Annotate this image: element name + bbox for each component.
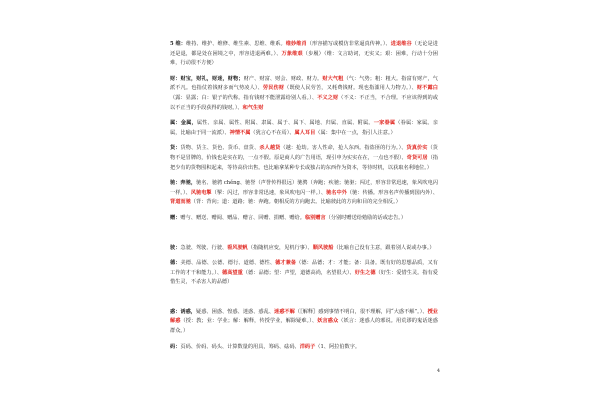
document-page <box>170 40 438 358</box>
body-text: 急驶、驾驶、行驶、 <box>180 244 228 251</box>
body-text: （1、阿拉伯数字。 <box>315 343 361 350</box>
body-text: （授：教；业：学业；解：解释，传授学业，解除疑难。）、 <box>180 318 318 325</box>
body-text: （步履）（维：文言助词，无实义；艰：困难，行动十分困难，行动很不方便） <box>170 50 438 67</box>
idiom-highlight: 奇货可居 <box>406 154 428 161</box>
body-text: 维持、维护、维修、维生素、思维、维系。 <box>185 41 286 47</box>
idiom-highlight: 货真价实 <box>406 145 428 152</box>
entry-huo <box>170 144 438 173</box>
idiom-highlight: 神情不属 <box>229 129 251 136</box>
body-text: （气：气势；粗：粗大。指富有财产，气派不凡。也指仗着钱财多而气势凌人）、 <box>170 75 438 92</box>
body-text: （指把少有的货物囤积起来，等待高价出售。也比喻拿某种专长或独占的东西作为资本，等待时机，以获取名利地位。） <box>170 154 438 171</box>
entry-heading: 维： <box>175 41 186 47</box>
entry-heading: 驶： <box>170 244 181 251</box>
body-text: （好生：爱惜生灵。指有爱惜生灵，不杀害人的品德） <box>170 269 438 286</box>
idiom-highlight: 授业解惑 <box>170 308 438 325</box>
idiom-highlight: 财大气粗 <box>322 75 344 82</box>
body-text: （掣：闪过，形容非常迅速，象风吹电闪一样。）、 <box>211 189 327 196</box>
body-text: 疑惑、困惑、惶惑、迷惑、惑乱、 <box>196 308 275 315</box>
idiom-highlight: 一家眷属 <box>373 120 396 127</box>
body-text: （不义：不正当，不合理。不应该得到的或以不正当的手段获得的钱财。）、 <box>170 94 438 111</box>
body-text: （露：显露；白：银子的代称。指有钱财不能泄露给别人看。）、 <box>170 94 318 101</box>
idiom-highlight: 好生之德 <box>354 269 376 276</box>
body-text: 货物、货主、货色、货币、盘货、 <box>180 145 260 152</box>
idiom-highlight: 不义之财 <box>317 94 339 101</box>
idiom-highlight: 妖言惑众 <box>317 318 339 325</box>
entry-heading: 5 <box>170 41 176 47</box>
body-text: （驰：传播。形容名声传播到国内外）、 <box>346 189 438 196</box>
idiom-highlight: 看风驶帆 <box>227 244 248 251</box>
body-text: （分别时赠送给勉励的话或忠告。） <box>325 214 407 221</box>
idiom-highlight: 迷惑不解 <box>274 308 295 315</box>
idiom-highlight: 进退维谷 <box>390 41 412 47</box>
body-text: 美德、品德、公德、德行、道德、德性、 <box>180 260 276 267</box>
idiom-highlight: 杀人越货 <box>259 145 281 152</box>
idiom-highlight: 德才兼备 <box>275 260 297 267</box>
body-text: （〖解释〗感到事情不明白，很不理解，同“大惑不解”。）、 <box>294 308 428 315</box>
body-text: 页码、价码、码头、计算数量的用具，筹码、砝码、 <box>180 343 300 350</box>
body-text: （既使人民劳苦，又耗费钱财。现也指滥用人力物力。）、 <box>284 85 417 92</box>
idiom-highlight: 洋码子 <box>299 343 316 350</box>
body-text: （比喻自己没有主意，跟着别人说或办事。） <box>333 244 435 251</box>
idiom-highlight: 背道而驰 <box>170 199 191 206</box>
idiom-highlight: 和气生财 <box>242 104 264 111</box>
entry-shu <box>170 119 438 138</box>
body-text: 属性、亲属、属性、附属、隶属、属于、属下、属地、归属、直属、附属。 <box>196 120 374 127</box>
body-text: （形容描写或模仿非常逼真传神。）、 <box>306 41 391 47</box>
idiom-highlight: 维妙维肖 <box>285 41 307 47</box>
body-text: （无论是进还是退，都是处在困境之中，形容进退两难。）、 <box>170 41 438 57</box>
entry-heading: 惑：诱惑， <box>170 308 197 315</box>
idiom-highlight: 驰名中外 <box>326 189 347 196</box>
body-text: （越：抢劫。害人性命，抢人东西。指盗匪的行为。）、 <box>280 145 407 152</box>
body-text: （德：品德；望：声望，道德高尚，名望很大）、 <box>242 269 355 276</box>
entry-wei <box>170 40 438 69</box>
entry-chi <box>170 179 438 208</box>
body-text: （德：品德；才：才能；备：具备。既有好的思想品质，又有工作的才干和能力。）、 <box>170 260 438 276</box>
idiom-highlight: 劳民伤财 <box>262 85 285 92</box>
entry-heading: 赠： <box>170 214 181 221</box>
entry-cai <box>170 75 438 113</box>
entry-heading: 货： <box>170 145 181 152</box>
entry-heading: 德： <box>170 260 181 267</box>
idiom-highlight: 临别赠言 <box>304 214 326 221</box>
entry-heading: 属：金属， <box>170 120 197 127</box>
entry-heading: 财：财宝，财礼，财迷，财物； <box>170 75 244 82</box>
idiom-highlight: 万象维艰 <box>281 50 303 57</box>
idiom-highlight: 德高望重 <box>222 269 243 276</box>
entry-ma <box>170 343 438 353</box>
body-text: 驰名、驰骋 chěng、驰誉（声誉传得很远）驰骋（奔跑；疾驰；驰驱；闯过，形容非常迅速，象风吹电闪一样。）、 <box>170 180 438 196</box>
entry-heading: 码： <box>170 343 181 350</box>
entry-zeng <box>170 214 438 224</box>
entry-shi <box>170 244 438 254</box>
body-text: （背：背向；道：道路；驰：奔跑。朝相反的方向跑去。比喻彼此的方向和目的完全相反。） <box>190 199 401 206</box>
body-text: （指随机应变，见机行事）、 <box>247 244 313 251</box>
idiom-highlight: 财不露白 <box>416 85 438 92</box>
entry-heading: 驰：奔驰， <box>170 180 197 187</box>
entry-de <box>170 259 438 288</box>
body-text: 财产、财富、财会、财政、财力。 <box>243 75 323 82</box>
page-number: 4 <box>436 368 440 374</box>
body-text: （属：集中在一点，指引人注意。） <box>315 129 396 136</box>
body-text: （货物不是冒牌的，价钱也是实在的，一点不假。原是商人的广告用语，现引申为实实在在，一点也不假）、 <box>170 145 438 161</box>
body-text: 赠与、赠送、赠阅、赠品、赠言、回赠、捐赠、赠给。 <box>180 214 305 221</box>
body-text: （眷属：家属。亲属，比喻由于同一流派）、 <box>170 120 438 136</box>
entry-huo-confuse <box>170 308 438 337</box>
body-text: （妖言：迷惑人的邪说。用荒谬的鬼话迷惑群众。） <box>170 318 438 335</box>
idiom-highlight: 顺风驶船 <box>312 244 334 251</box>
idiom-highlight: 属人耳目 <box>294 129 316 136</box>
body-text: （犹言心不在焉）、 <box>250 129 295 136</box>
idiom-highlight: 风驰电掣 <box>190 189 212 196</box>
